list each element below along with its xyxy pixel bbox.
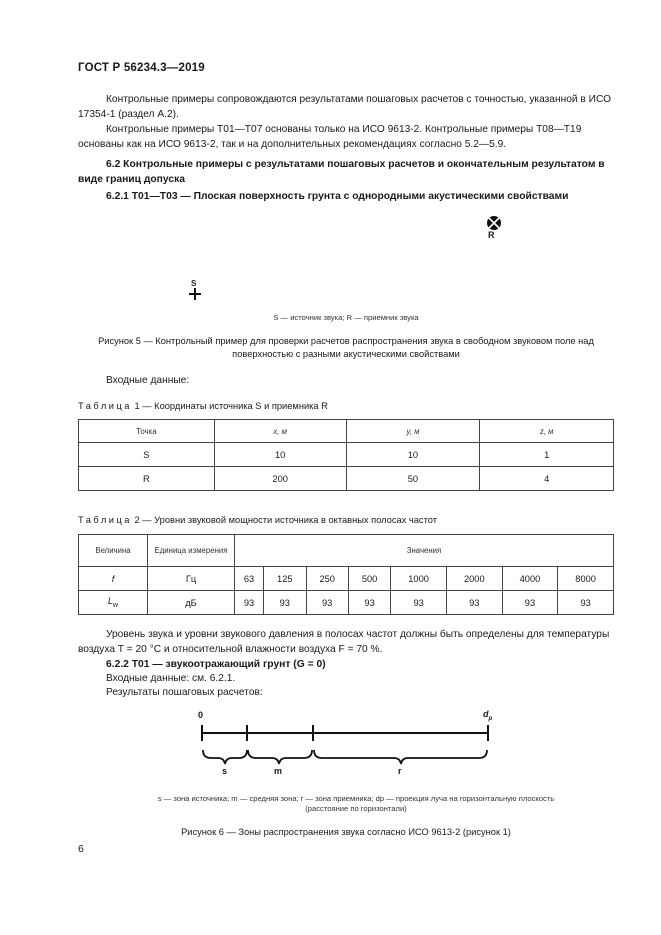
table1-header-row [79, 420, 614, 443]
section-6-2-2-input: Входные данные: см. 6.2.1. [106, 673, 236, 684]
figure6-dp-label [483, 709, 492, 722]
table1-caption [78, 401, 328, 411]
lw-symbol: L [107, 596, 114, 607]
table1-cell: 4 [480, 467, 614, 491]
table2-header-cell: Значения [235, 535, 614, 567]
table2-cell: 93 [558, 591, 614, 615]
table2-cell: f [79, 567, 148, 591]
conditions-paragraph: Уровень звука и уровни звукового давления в полосах частот должны быть определены для температуры воздуха T = 20 °С и относительной влажности воздуха F = 70 %. [78, 629, 610, 655]
section-6-2-heading: 6.2 Контрольные примеры с результатами пошаговых расчетов и окончательным результатом в виде границ допуска [78, 159, 605, 185]
section-6-2-2-results: Результаты пошаговых расчетов: [106, 687, 263, 698]
table1-header-cell: z, м [480, 420, 614, 443]
zone-diagram [196, 722, 496, 782]
table1-cell: 200 [214, 467, 346, 491]
figure5-caption: Рисунок 5 — Контрольный пример для проверки расчетов распространения звука в свободном звуковом поле над поверхностью с разными акустическими свойствами [98, 336, 594, 359]
table1-cell: R [79, 467, 215, 491]
figure5-legend: S — источник звука; R — приемник звука [273, 313, 419, 322]
table2-cell: 93 [391, 591, 447, 615]
source-label: S [191, 279, 197, 288]
input-data-label: Входные данные: [106, 375, 190, 386]
table2-cell: 93 [235, 591, 264, 615]
zone-m-label: m [274, 766, 283, 776]
table1-header-cell: y, м [346, 420, 480, 443]
intro-paragraph-2: Контрольные примеры Т01—Т07 основаны только на ИСО 9613-2. Контрольные примеры Т08—Т19 основаны как на ИСО 9613-2, так и на дополнительных рекомендациях согласно 5.2—5.9. [78, 124, 582, 150]
table1 [78, 419, 614, 491]
receiver-label: R [488, 230, 495, 240]
table2-cell: 93 [502, 591, 558, 615]
table2-header-row [79, 535, 614, 567]
table1-caption-text: 1 — Координаты источника S и приемника R [134, 401, 328, 411]
table2-caption-text: 2 — Уровни звуковой мощности источника в октавных полосах частот [134, 515, 437, 525]
table2-header-cell: Величина [79, 535, 148, 567]
table2-cell: 93 [264, 591, 306, 615]
table2-header-cell: Единица измерения [148, 535, 235, 567]
table-row [79, 467, 614, 491]
table2-cell: 93 [348, 591, 390, 615]
table2-caption-prefix: Таблица [78, 515, 132, 525]
intro-paragraph-1: Контрольные примеры сопровождаются результатами пошаговых расчетов с точностью, указанной в ИСО 17354-1 (раздел А.2). [78, 94, 612, 120]
zone-s-label: s [222, 766, 228, 776]
table2-cell: 4000 [502, 567, 558, 591]
table1-cell: 10 [346, 443, 480, 467]
section-6-2-1-heading: 6.2.1 Т01—Т03 — Плоская поверхность грунта с однородными акустическими свойствами [106, 191, 569, 202]
lw-subscript: w [113, 601, 119, 609]
table2-cell: 93 [306, 591, 348, 615]
table-row [79, 591, 614, 615]
table2-cell: 1000 [391, 567, 447, 591]
dp-subscript: p [488, 715, 493, 722]
zone-r-label: r [398, 766, 402, 776]
figure6-legend-line1: s — зона источника; m — средняя зона; r — зона приемника; dp — проекция луча на горизонтальную плоскость [157, 794, 555, 803]
table2-cell: 250 [306, 567, 348, 591]
table2-caption [78, 515, 437, 525]
table-row [79, 443, 614, 467]
table2-cell: дБ [148, 591, 235, 615]
table2-cell: 500 [348, 567, 390, 591]
table2-cell: 63 [235, 567, 264, 591]
table2-cell: 93 [446, 591, 502, 615]
table2-cell: Гц [148, 567, 235, 591]
table1-cell: 50 [346, 467, 480, 491]
table2-cell: 2000 [446, 567, 502, 591]
table1-caption-prefix: Таблица [78, 401, 132, 411]
table2-cell [79, 591, 148, 615]
dp-symbol: d [483, 709, 489, 719]
table1-cell: 1 [480, 443, 614, 467]
table2-cell: 125 [264, 567, 306, 591]
figure6-origin-label: 0 [198, 710, 204, 720]
table1-cell: S [79, 443, 215, 467]
table1-header-cell: Точка [79, 420, 215, 443]
table2 [78, 534, 614, 615]
section-6-2-2-heading: 6.2.2 Т01 — звукоотражающий грунт (G = 0) [106, 659, 326, 670]
document-standard-header: ГОСТ Р 56234.3—2019 [78, 62, 205, 74]
figure6-caption: Рисунок 6 — Зоны распространения звука согласно ИСО 9613-2 (рисунок 1) [181, 827, 511, 837]
table-row [79, 567, 614, 591]
table2-cell: 8000 [558, 567, 614, 591]
table1-header-cell: x, м [214, 420, 346, 443]
table1-cell: 10 [214, 443, 346, 467]
page-number: 6 [78, 843, 84, 855]
figure6-legend-line2: (расстояние по горизонтали) [305, 804, 407, 813]
source-icon [188, 287, 202, 301]
